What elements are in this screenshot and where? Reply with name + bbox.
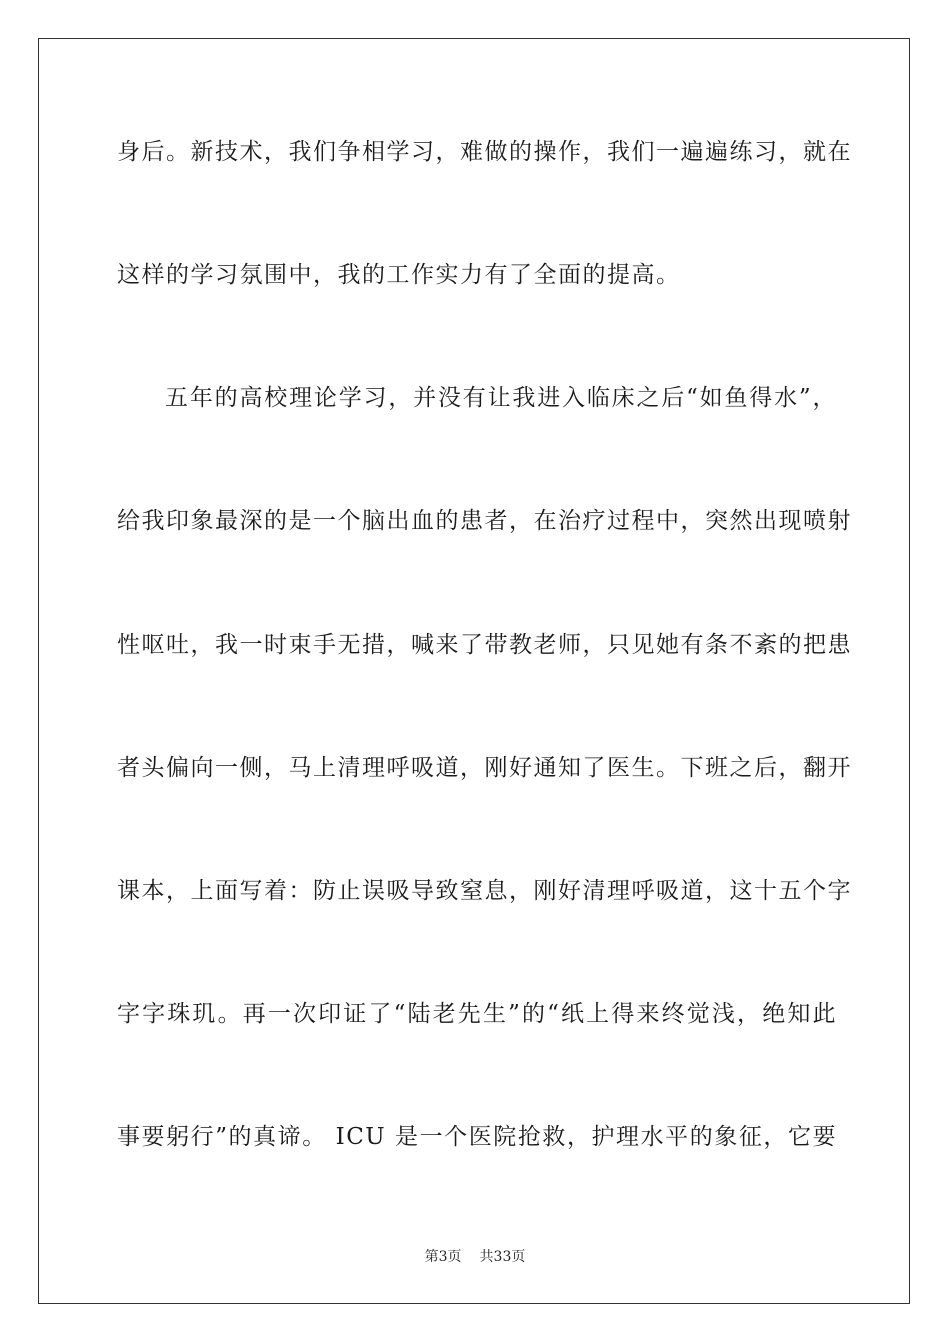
text-line: 这样的学习氛围中，我的工作实力有了全面的提高。 [117,262,681,288]
text-line: 给我印象最深的是一个脑出血的患者，在治疗过程中，突然出现喷射 [117,508,852,534]
text-line: 性呕吐，我一时束手无措，喊来了带教老师，只见她有条不紊的把患 [117,632,852,658]
text-line: 课本，上面写着：防止误吸导致窒息，刚好清理呼吸道，这十五个字 [117,878,852,904]
text-line: 字字珠玑。再一次印证了“陆老先生”的“纸上得来终觉浅，绝知此 [117,1001,837,1027]
total-pages: 共33页 [479,1249,526,1265]
text-line: 身后。新技术，我们争相学习，难做的操作，我们一遍遍练习，就在 [117,139,852,165]
page-footer [0,1248,950,1266]
page-number: 第3页 [424,1249,462,1265]
text-line: 者头偏向一侧，马上清理呼吸道，刚好通知了医生。下班之后，翻开 [117,755,852,781]
paragraph-first-line: 五年的高校理论学习，并没有让我进入临床之后“如鱼得水”， [165,385,837,411]
page-border [38,38,910,1304]
text-line: 事要躬行”的真谛。 ICU 是一个医院抢救，护理水平的象征，它要 [117,1124,837,1150]
